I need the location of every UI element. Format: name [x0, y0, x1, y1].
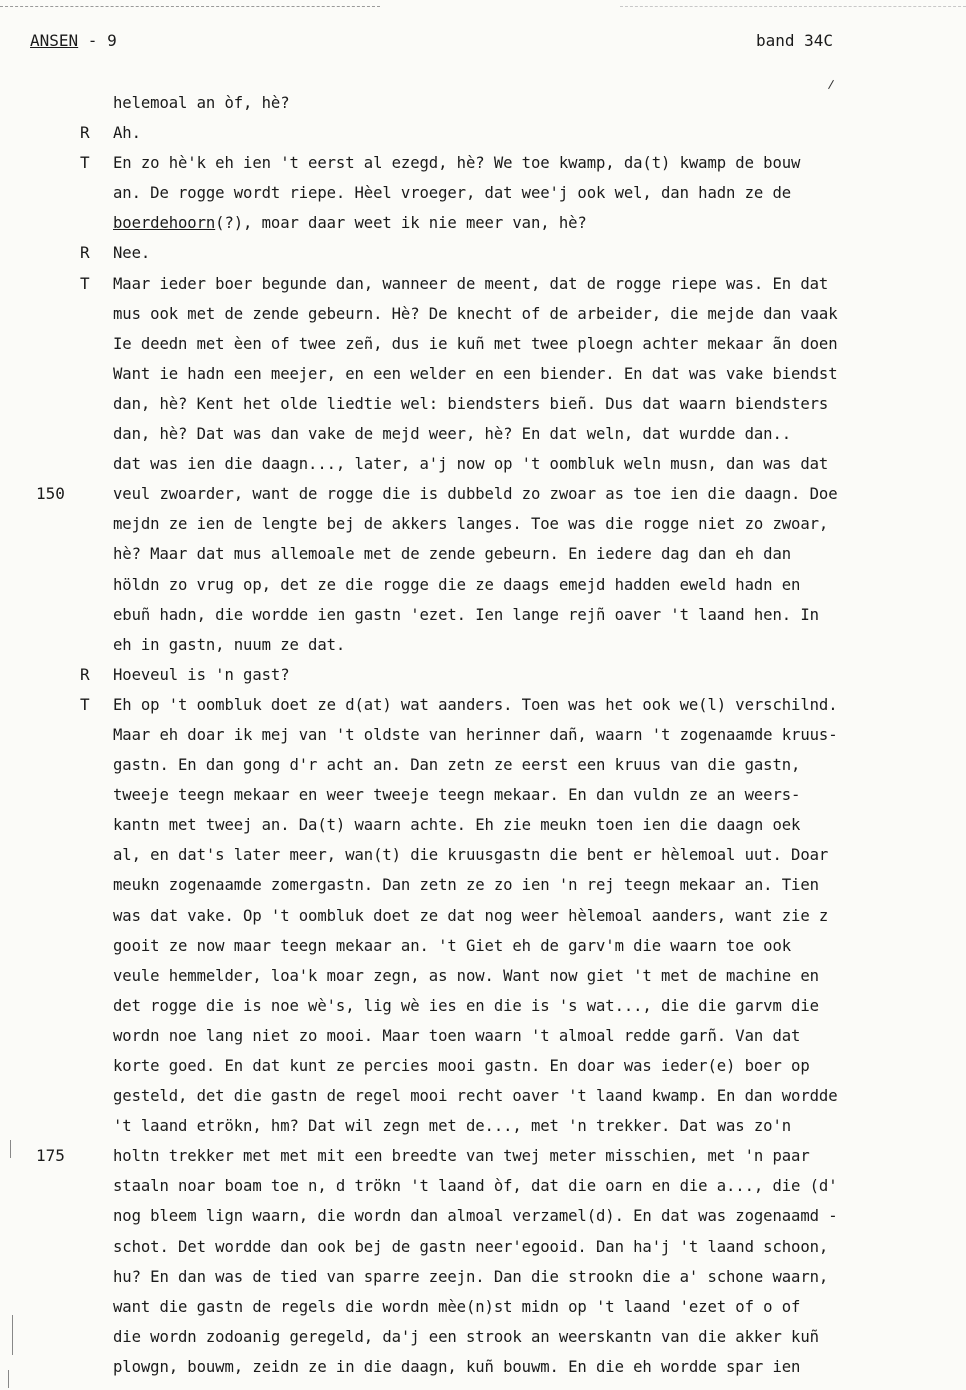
transcript-line [0, 1292, 966, 1322]
margin-mark [12, 1315, 13, 1355]
line-text: an. De rogge wordt riepe. Hèel vroeger, dat wee'j ook wel, dan hadn ze de [113, 184, 792, 203]
line-text: Maar eh doar ik mej van 't oldste van herinner dañ, waarn 't zogenaamde kruus- [113, 725, 838, 744]
line-text: det rogge die is noe wè's, lig wè ies en die is 's wat..., die die garvm die [113, 996, 819, 1015]
line-text: holtn trekker met met mit een breedte van twej meter misschien, met 'n paar [113, 1147, 810, 1166]
transcript-line [0, 88, 966, 118]
transcript-line [0, 931, 966, 961]
transcript-line [0, 690, 966, 720]
top-rule [0, 6, 380, 7]
transcript-line [0, 1021, 966, 1051]
transcript-line [0, 750, 966, 780]
transcript-line [0, 389, 966, 419]
transcript-line [0, 780, 966, 810]
top-rule-right [620, 6, 966, 7]
line-text: tweeje teegn mekaar en weer tweeje teegn mekaar. En dan vuldn ze an weers- [113, 786, 801, 805]
transcript-line [0, 870, 966, 900]
line-text: gesteld, det die gastn de regel mooi recht oaver 't laand kwamp. En dan wordde [113, 1087, 838, 1106]
speaker-label: T [80, 153, 90, 173]
speaker-label: T [80, 694, 90, 714]
line-text: En zo hè'k eh ien 't eerst al ezegd, hè? We toe kwamp, da(t) kwamp de bouw [113, 154, 801, 173]
transcript-line [0, 1322, 966, 1352]
speaker-label: R [80, 664, 90, 684]
transcript-line [0, 630, 966, 660]
line-text: was dat vake. Op 't oombluk doet ze dat nog weer hèlemoal aanders, want zie z [113, 906, 829, 925]
line-text: dat was ien die daagn..., later, a'j now op 't oombluk weln musn, dan was dat [113, 455, 829, 474]
line-text: veule hemmelder, loa'k moar zegn, as now. Want now giet 't met de machine en [113, 966, 819, 985]
line-text [113, 210, 587, 236]
margin-mark [10, 1140, 11, 1158]
line-text: mus ook met de zende gebeurn. Hè? De knecht of de arbeider, die mejde dan vaak [113, 304, 838, 323]
page-header-left [30, 31, 117, 51]
line-text: mejdn ze ien de lengte bej de akkers langes. Toe was die rogge niet zo zwoar, [113, 515, 829, 534]
transcript-line [0, 660, 966, 690]
line-text: staaln noar boam toe n, d trökn 't laand òf, dat die oarn en die a..., die (d' [113, 1177, 838, 1196]
line-text: korte goed. En dat kunt ze percies mooi gastn. En doar was ieder(e) boer op [113, 1057, 810, 1075]
transcript-line [0, 238, 966, 268]
transcript-body [0, 88, 966, 1382]
transcript-line [0, 208, 966, 238]
line-text: Want ie hadn een meejer, en een welder en een biender. En dat was vake biendst [113, 364, 838, 383]
line-text: kantn met tweej an. Da(t) waarn achte. Eh zie meukn toen ien die daagn oek [113, 816, 801, 835]
transcript-line [0, 1051, 966, 1081]
transcript-line [0, 118, 966, 148]
line-text: veul zwoarder, want de rogge die is dubbeld zo zwoar as toe ien die daagn. Doe [113, 485, 838, 504]
transcript-line [0, 359, 966, 389]
transcript-line [0, 961, 966, 991]
line-number: 150 [36, 484, 65, 504]
line-text: Maar ieder boer begunde dan, wanneer de meent, dat de rogge riepe was. En dat [113, 274, 829, 293]
transcript-line [0, 1171, 966, 1201]
speaker-label: T [80, 273, 90, 293]
transcript-line [0, 600, 966, 630]
line-text: al, en dat's later meer, wan(t) die kruusgastn die bent er hèlemoal uut. Doar [113, 846, 829, 865]
transcript-line [0, 539, 966, 569]
speaker-label: R [80, 243, 90, 263]
margin-mark [8, 1370, 9, 1388]
transcript-line [0, 148, 966, 178]
line-text: wordn noe lang niet zo mooi. Maar toen waarn 't almoal redde garñ. Van dat [113, 1026, 801, 1045]
line-text: Ie deedn met èen of twee zeñ, dus ie kuñ met twee ploegn achter mekaar ãn doen [113, 334, 838, 353]
line-text: hè? Maar dat mus allemoale met de zende gebeurn. En iedere dag dan eh dan [113, 545, 792, 564]
line-text: nog bleem lign waarn, die wordn dan almoal verzamel(d). En dat was zogenaamd - [113, 1207, 838, 1226]
line-text: Nee. [113, 244, 151, 263]
header-title: ANSEN [30, 31, 79, 50]
transcript-line [0, 570, 966, 600]
transcript-line [0, 419, 966, 449]
transcript-line [0, 1201, 966, 1231]
transcript-line [0, 1352, 966, 1382]
transcript-line [0, 509, 966, 539]
line-text: gastn. En dan gong d'r acht an. Dan zetn ze eerst een kruus van die gastn, [113, 756, 801, 775]
line-text: Eh op 't oombluk doet ze d(at) wat aanders. Toen was het ook we(l) verschilnd. [113, 695, 838, 714]
line-number: 175 [36, 1146, 65, 1166]
transcript-line [0, 1232, 966, 1262]
transcript-line [0, 901, 966, 931]
line-text: plowgn, bouwm, zeidn ze in die daagn, kuñ bouwm. En die eh wordde spar ien [113, 1357, 801, 1376]
line-text: want die gastn de regels die wordn mèe(n)st midn op 't laand 'ezet of o of [113, 1297, 801, 1316]
speaker-label: R [80, 123, 90, 143]
transcript-line [0, 1111, 966, 1141]
line-text: die wordn zodoanig geregeld, da'j een strook an weerskantn van die akker kuñ [113, 1327, 819, 1346]
transcript-line [0, 1081, 966, 1111]
transcript-line [0, 178, 966, 208]
line-text: gooit ze now maar teegn mekaar an. 't Giet eh de garv'm die waarn toe ook [113, 936, 792, 955]
transcript-line [0, 720, 966, 750]
transcript-line [0, 1141, 966, 1171]
transcript-line [0, 991, 966, 1021]
transcript-line [0, 479, 966, 509]
line-text: schot. Det wordde dan ook bej de gastn neer'egooid. Dan ha'j 't laand schoon, [113, 1237, 829, 1256]
line-text: hu? En dan was de tied van sparre zeejn. Dan die strookn die a' schone waarn, [113, 1267, 829, 1286]
underlined-word: boerdehoorn [113, 214, 216, 233]
transcript-line [0, 299, 966, 329]
line-text: meukn zogenaamde zomergastn. Dan zetn ze zo ien 'n rej teegn mekaar an. Tien [113, 876, 819, 895]
header-page-number: - 9 [78, 31, 117, 50]
transcript-line [0, 840, 966, 870]
page-header-right: band 34C [756, 31, 834, 50]
line-text: ebuñ hadn, die wordde ien gastn 'ezet. Ien lange rejñ oaver 't laand hen. In [113, 605, 819, 624]
line-text-rest: (?), moar daar weet ik nie meer van, hè? [215, 214, 587, 233]
transcript-line [0, 810, 966, 840]
transcript-line [0, 269, 966, 299]
line-text: Hoeveul is 'n gast? [113, 665, 290, 684]
transcript-line [0, 329, 966, 359]
line-text: eh in gastn, nuum ze dat. [113, 635, 346, 654]
line-text: helemoal an òf, hè? [113, 94, 290, 112]
transcript-line [0, 449, 966, 479]
line-text: Ah. [113, 124, 141, 143]
line-text: dan, hè? Kent het olde liedtie wel: biendsters bieñ. Dus dat waarn biendsters [113, 394, 829, 413]
line-text: 't laand etrökn, hm? Dat wil zegn met de..., met 'n trekker. Dat was zo'n [113, 1117, 792, 1136]
transcript-line [0, 1262, 966, 1292]
line-text: dan, hè? Dat was dan vake de mejd weer, hè? En dat weln, dat wurdde dan.. [113, 425, 792, 444]
line-text: höldn zo vrug op, det ze die rogge die ze daags emejd hadden eweld hadn en [113, 575, 801, 594]
